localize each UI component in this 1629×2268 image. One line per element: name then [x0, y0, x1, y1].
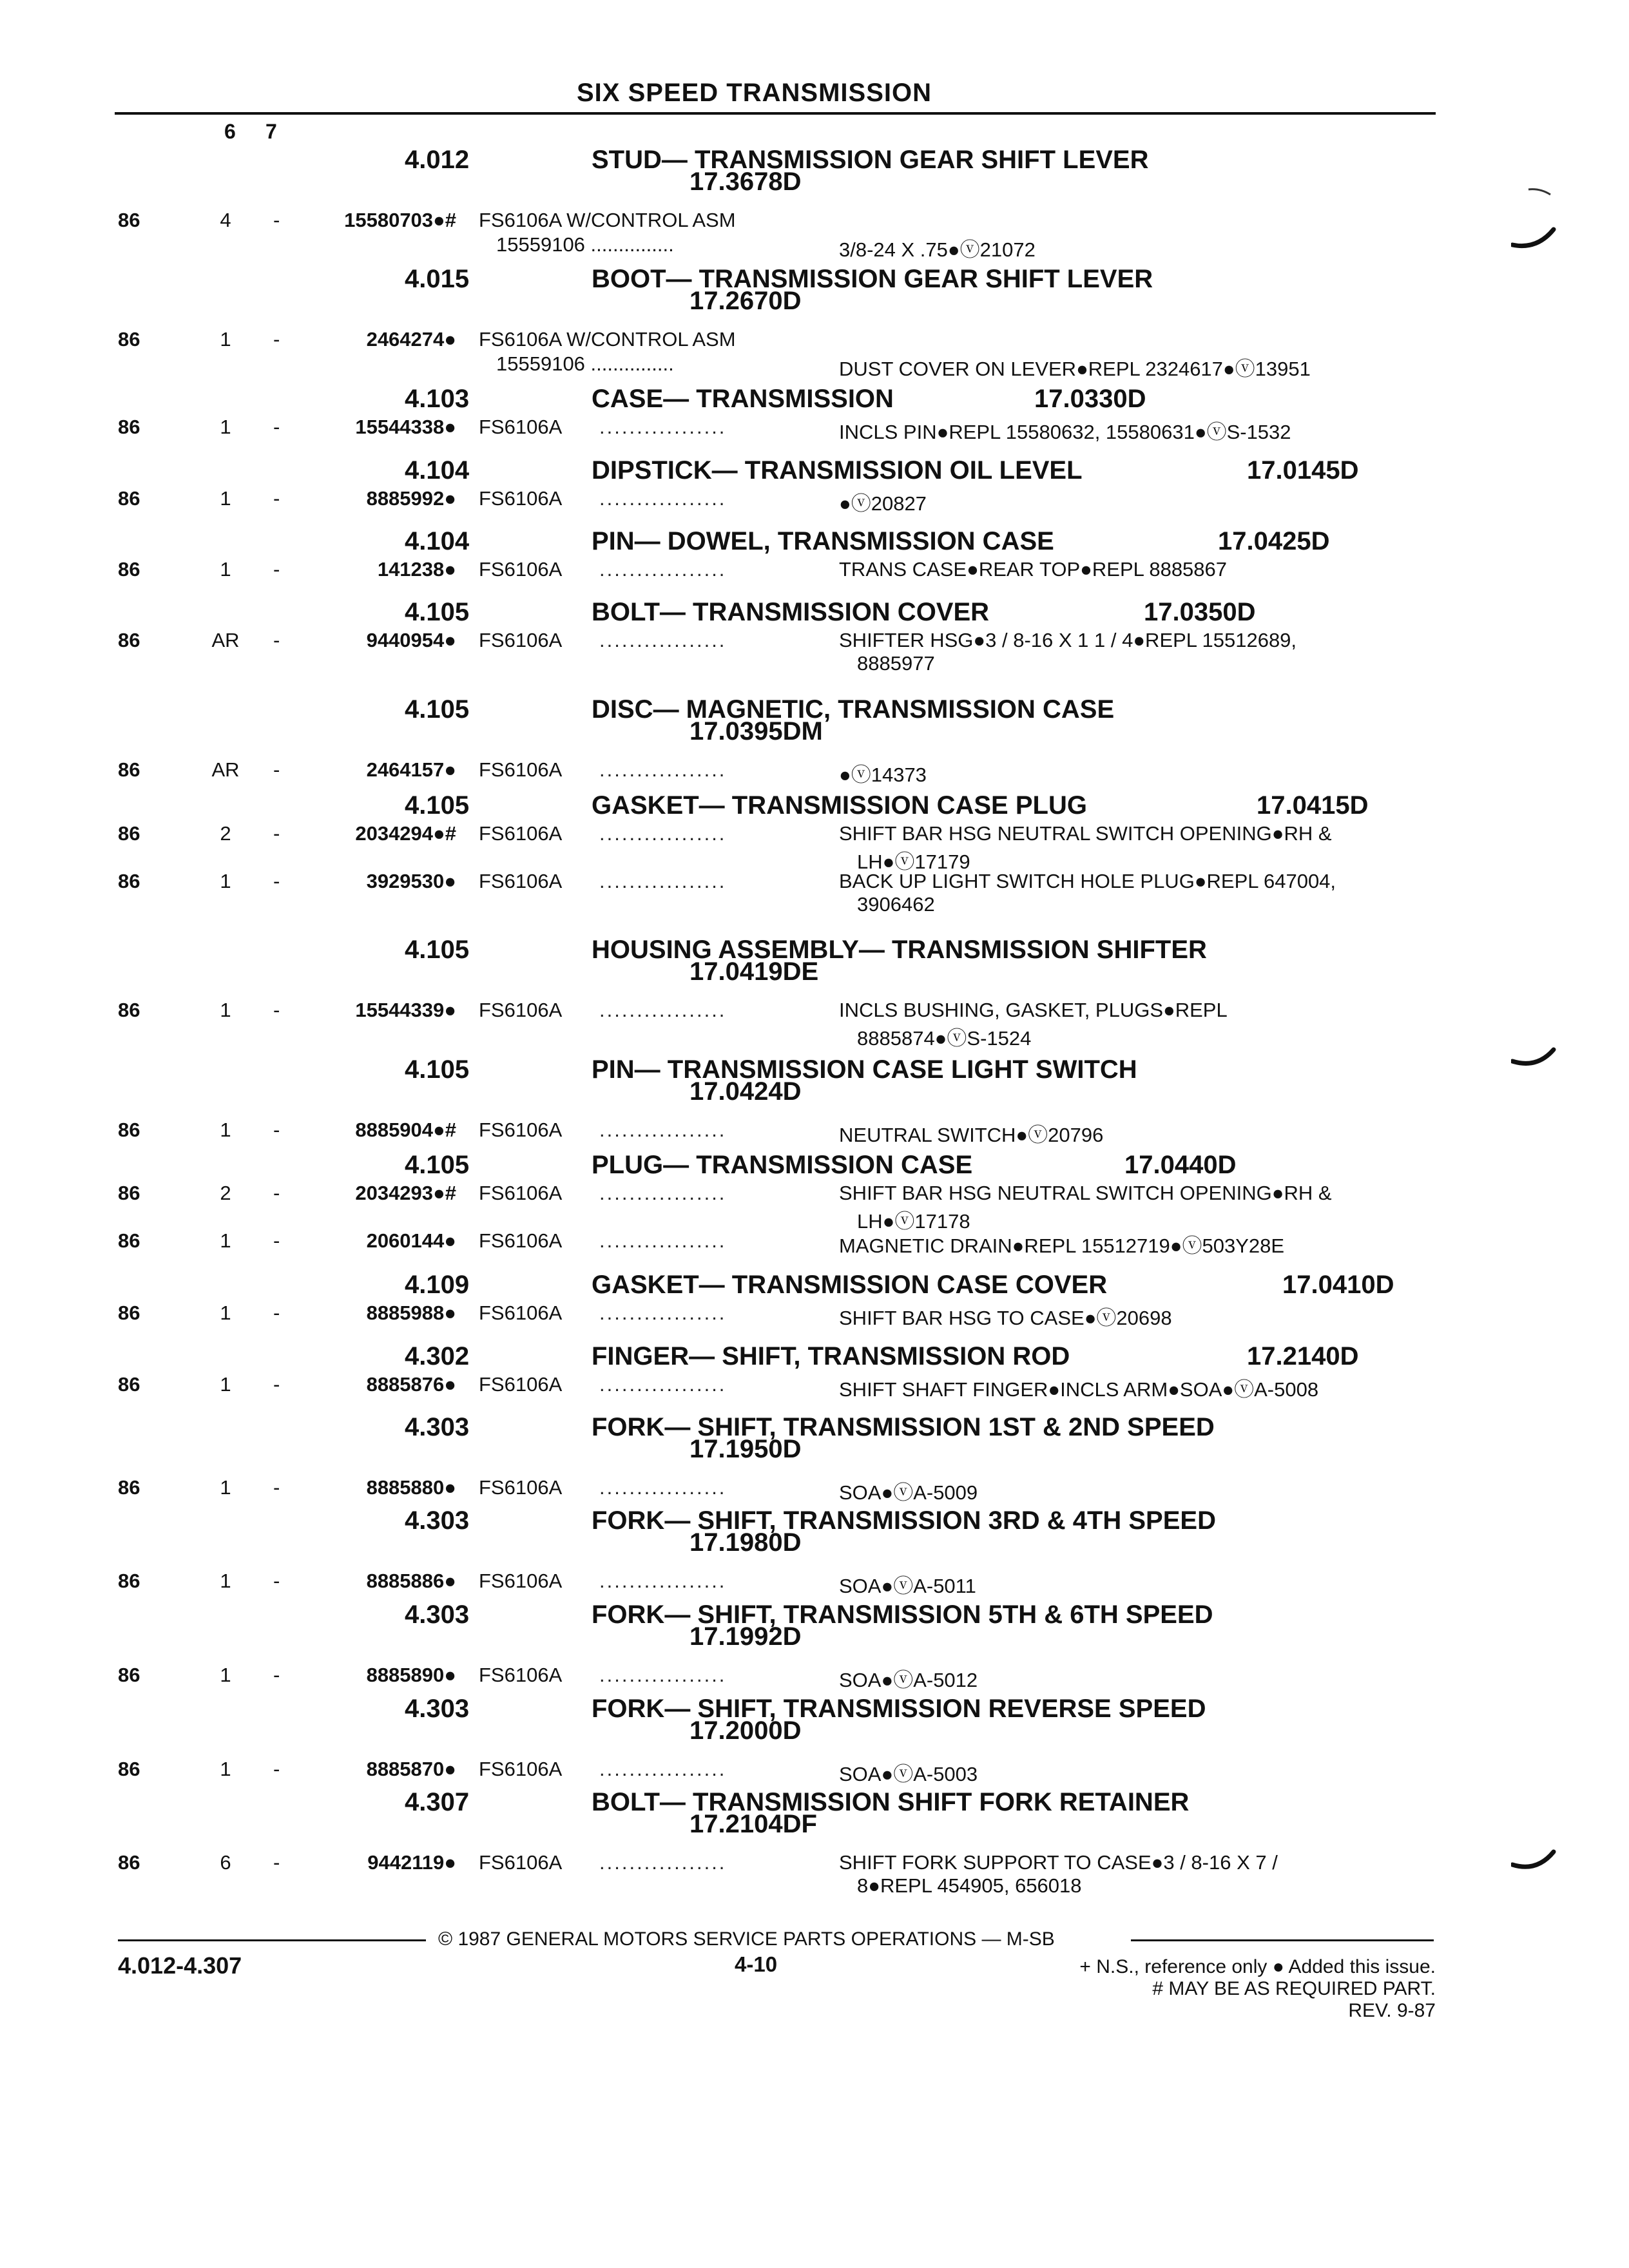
section-number: 4.109 — [405, 1271, 470, 1299]
section-title: DIPSTICK— TRANSMISSION OIL LEVEL — [592, 456, 1083, 485]
description: TRANS CASE●REAR TOP●REPL 8885867 — [839, 558, 1228, 581]
part-number: 2034294●# — [355, 822, 456, 845]
section-code: 17.0425D — [1218, 527, 1330, 555]
description: ●ⓥ20827 — [839, 492, 927, 515]
leader-dots: ................. — [599, 1119, 727, 1141]
model-year: 86 — [118, 416, 140, 438]
separator: - — [273, 758, 280, 781]
part-number: 141238● — [377, 558, 456, 581]
description: MAGNETIC DRAIN●REPL 15512719●ⓥ503Y28E — [839, 1235, 1285, 1257]
leader-dots: ................. — [599, 999, 727, 1021]
quantity: 1 — [220, 870, 231, 892]
leader-dots: ................. — [599, 1758, 727, 1780]
section-title: FORK— SHIFT, TRANSMISSION 3RD & 4TH SPEED — [592, 1506, 1216, 1535]
description: INCLS BUSHING, GASKET, PLUGS●REPL — [839, 999, 1228, 1021]
model-code: FS6106A — [479, 416, 563, 438]
quantity: AR — [211, 758, 240, 781]
binding-mark-1 — [1511, 226, 1556, 251]
section-code: 17.0424D — [689, 1077, 802, 1106]
leader-dots: ................. — [599, 1851, 727, 1874]
leader-dots: ................. — [599, 1182, 727, 1204]
section-number: 4.105 — [405, 936, 470, 964]
section-title: PLUG— TRANSMISSION CASE — [592, 1151, 973, 1179]
description: ●ⓥ14373 — [839, 764, 927, 786]
part-number: 2464274● — [366, 328, 456, 351]
section-code: 17.0330D — [1034, 385, 1146, 413]
quantity: 1 — [220, 1229, 231, 1252]
description: SOA●ⓥA-5012 — [839, 1669, 978, 1691]
model-year: 86 — [118, 1119, 140, 1141]
leader-dots: ................. — [599, 1664, 727, 1686]
model-code: FS6106A — [479, 629, 563, 651]
footer-rule-left — [118, 1939, 426, 1941]
separator: - — [273, 487, 280, 510]
model-code: FS6106A — [479, 1851, 563, 1874]
section-number: 4.015 — [405, 265, 470, 293]
model-code: FS6106A — [479, 1570, 563, 1592]
separator: - — [273, 558, 280, 581]
separator: - — [273, 1182, 280, 1204]
footer-note-1: + N.S., reference only ● Added this issue. — [1079, 1956, 1436, 1977]
model-year: 86 — [118, 328, 140, 351]
section-title: HOUSING ASSEMBLY— TRANSMISSION SHIFTER — [592, 936, 1207, 964]
section-code: 17.0145D — [1247, 456, 1359, 485]
model-code: FS6106A — [479, 1229, 563, 1252]
separator: - — [273, 1851, 280, 1874]
model-year: 86 — [118, 758, 140, 781]
quantity: 1 — [220, 558, 231, 581]
leader-dots: ................. — [599, 1373, 727, 1396]
part-number: 2034293●# — [355, 1182, 456, 1204]
section-number: 4.012 — [405, 146, 470, 174]
section-number: 4.105 — [405, 1151, 470, 1179]
sub-part-number: 15559106 ............... — [496, 233, 674, 256]
quantity: 1 — [220, 1302, 231, 1324]
leader-dots: ................. — [599, 870, 727, 892]
section-number: 4.104 — [405, 527, 470, 555]
description: SOA●ⓥA-5003 — [839, 1763, 978, 1785]
description: INCLS PIN●REPL 15580632, 15580631●ⓥS-1532 — [839, 421, 1291, 443]
separator: - — [273, 1664, 280, 1686]
section-number: 4.105 — [405, 1055, 470, 1084]
footer-note-2: # MAY BE AS REQUIRED PART. — [1152, 1978, 1436, 1999]
model-code: FS6106A — [479, 487, 563, 510]
leader-dots: ................. — [599, 487, 727, 510]
description: SHIFT SHAFT FINGER●INCLS ARM●SOA●ⓥA-5008 — [839, 1378, 1319, 1401]
section-title: GASKET— TRANSMISSION CASE COVER — [592, 1271, 1108, 1299]
model-year: 86 — [118, 1182, 140, 1204]
separator: - — [273, 1229, 280, 1252]
section-number: 4.104 — [405, 456, 470, 485]
page-title: SIX SPEED TRANSMISSION — [577, 79, 932, 107]
model-code: FS6106A — [479, 1476, 563, 1499]
separator: - — [273, 209, 280, 231]
section-title: FINGER— SHIFT, TRANSMISSION ROD — [592, 1342, 1070, 1370]
column-head-7: 7 — [265, 120, 277, 143]
section-number: 4.105 — [405, 695, 470, 724]
part-number: 8885886● — [366, 1570, 456, 1592]
quantity: 1 — [220, 1373, 231, 1396]
part-number: 8885890● — [366, 1664, 456, 1686]
part-number: 8885904●# — [355, 1119, 456, 1141]
quantity: 1 — [220, 487, 231, 510]
model-year: 86 — [118, 1851, 140, 1874]
model-code: FS6106A — [479, 558, 563, 581]
binding-tick — [1527, 186, 1553, 198]
description: SHIFT BAR HSG NEUTRAL SWITCH OPENING●RH & — [839, 822, 1332, 845]
part-number: 8885870● — [366, 1758, 456, 1780]
footer-note-3: REV. 9-87 — [1348, 2000, 1436, 2021]
part-number: 15544339● — [355, 999, 456, 1021]
section-code: 17.0415D — [1257, 791, 1369, 820]
quantity: 1 — [220, 999, 231, 1021]
quantity: 1 — [220, 1119, 231, 1141]
separator: - — [273, 999, 280, 1021]
model-code: FS6106A W/CONTROL ASM — [479, 328, 736, 351]
model-code: FS6106A — [479, 870, 563, 892]
section-code: 17.1980D — [689, 1528, 802, 1557]
model-year: 86 — [118, 1302, 140, 1324]
section-number: 4.307 — [405, 1788, 470, 1816]
leader-dots: ................. — [599, 1570, 727, 1592]
model-year: 86 — [118, 870, 140, 892]
section-title: FORK— SHIFT, TRANSMISSION 1ST & 2ND SPEED — [592, 1413, 1215, 1441]
section-number: 4.303 — [405, 1506, 470, 1535]
description: NEUTRAL SWITCH●ⓥ20796 — [839, 1124, 1104, 1146]
column-head-6: 6 — [224, 120, 236, 143]
quantity: 4 — [220, 209, 231, 231]
part-number: 15580703●# — [344, 209, 456, 231]
section-code: 17.1992D — [689, 1622, 802, 1651]
description: SOA●ⓥA-5011 — [839, 1575, 976, 1597]
separator: - — [273, 1758, 280, 1780]
description: SHIFT BAR HSG TO CASE●ⓥ20698 — [839, 1307, 1172, 1329]
section-number: 4.103 — [405, 385, 470, 413]
model-code: FS6106A W/CONTROL ASM — [479, 209, 736, 231]
section-title: STUD— TRANSMISSION GEAR SHIFT LEVER — [592, 146, 1149, 174]
footer-range: 4.012-4.307 — [118, 1952, 242, 1979]
model-year: 86 — [118, 558, 140, 581]
model-code: FS6106A — [479, 1182, 563, 1204]
model-year: 86 — [118, 1476, 140, 1499]
model-year: 86 — [118, 629, 140, 651]
section-title: FORK— SHIFT, TRANSMISSION 5TH & 6TH SPEED — [592, 1600, 1213, 1629]
model-code: FS6106A — [479, 1373, 563, 1396]
separator: - — [273, 1476, 280, 1499]
description: SHIFT FORK SUPPORT TO CASE●3 / 8-16 X 7 / — [839, 1851, 1278, 1874]
binding-mark-2 — [1511, 1047, 1556, 1073]
model-year: 86 — [118, 1570, 140, 1592]
description-continued: LH●ⓥ17178 — [857, 1210, 970, 1233]
section-title: PIN— DOWEL, TRANSMISSION CASE — [592, 527, 1054, 555]
part-number: 9442119● — [367, 1851, 456, 1874]
part-number: 3929530● — [366, 870, 456, 892]
separator: - — [273, 416, 280, 438]
section-code: 17.0350D — [1144, 598, 1256, 626]
description: DUST COVER ON LEVER●REPL 2324617●ⓥ13951 — [839, 358, 1311, 380]
footer-page-number: 4-10 — [735, 1952, 778, 1976]
quantity: 1 — [220, 1664, 231, 1686]
model-year: 86 — [118, 487, 140, 510]
section-title: GASKET— TRANSMISSION CASE PLUG — [592, 791, 1087, 820]
leader-dots: ................. — [599, 1229, 727, 1252]
quantity: AR — [211, 629, 240, 651]
model-year: 86 — [118, 1373, 140, 1396]
leader-dots: ................. — [599, 758, 727, 781]
quantity: 1 — [220, 1570, 231, 1592]
model-code: FS6106A — [479, 822, 563, 845]
section-code: 17.2670D — [689, 287, 802, 315]
part-number: 2464157● — [366, 758, 456, 781]
separator: - — [273, 629, 280, 651]
section-code: 17.3678D — [689, 168, 802, 196]
section-number: 4.303 — [405, 1695, 470, 1723]
section-number: 4.105 — [405, 791, 470, 820]
quantity: 1 — [220, 328, 231, 351]
model-code: FS6106A — [479, 758, 563, 781]
separator: - — [273, 328, 280, 351]
section-number: 4.303 — [405, 1413, 470, 1441]
quantity: 2 — [220, 822, 231, 845]
leader-dots: ................. — [599, 629, 727, 651]
leader-dots: ................. — [599, 558, 727, 581]
model-year: 86 — [118, 1229, 140, 1252]
separator: - — [273, 870, 280, 892]
section-title: FORK— SHIFT, TRANSMISSION REVERSE SPEED — [592, 1695, 1206, 1723]
model-code: FS6106A — [479, 1758, 563, 1780]
section-code: 17.0395DM — [689, 717, 823, 745]
separator: - — [273, 1302, 280, 1324]
part-number: 2060144● — [366, 1229, 456, 1252]
description: SHIFTER HSG●3 / 8-16 X 1 1 / 4●REPL 15512689, — [839, 629, 1297, 651]
section-code: 17.2000D — [689, 1716, 802, 1745]
section-code: 17.0419DE — [689, 957, 819, 986]
leader-dots: ................. — [599, 1302, 727, 1324]
part-number: 8885988● — [366, 1302, 456, 1324]
quantity: 1 — [220, 1476, 231, 1499]
part-number: 8885880● — [366, 1476, 456, 1499]
model-code: FS6106A — [479, 1664, 563, 1686]
model-year: 86 — [118, 999, 140, 1021]
model-year: 86 — [118, 1758, 140, 1780]
model-code: FS6106A — [479, 999, 563, 1021]
model-year: 86 — [118, 1664, 140, 1686]
section-title: BOLT— TRANSMISSION SHIFT FORK RETAINER — [592, 1788, 1190, 1816]
description-continued: 8●REPL 454905, 656018 — [857, 1874, 1082, 1897]
section-title: CASE— TRANSMISSION — [592, 385, 894, 413]
model-year: 86 — [118, 822, 140, 845]
model-year: 86 — [118, 209, 140, 231]
model-code: FS6106A — [479, 1302, 563, 1324]
section-code: 17.0440D — [1124, 1151, 1237, 1179]
leader-dots: ................. — [599, 822, 727, 845]
part-number: 15544338● — [355, 416, 456, 438]
section-title: DISC— MAGNETIC, TRANSMISSION CASE — [592, 695, 1115, 724]
footer-rule-right — [1131, 1939, 1434, 1941]
description-continued: LH●ⓥ17179 — [857, 850, 970, 873]
quantity: 1 — [220, 1758, 231, 1780]
section-code: 17.0410D — [1282, 1271, 1394, 1299]
binding-mark-3 — [1511, 1849, 1556, 1875]
separator: - — [273, 822, 280, 845]
quantity: 2 — [220, 1182, 231, 1204]
part-number: 8885992● — [366, 487, 456, 510]
footer-copyright: © 1987 GENERAL MOTORS SERVICE PARTS OPERATIONS — M-SB — [438, 1928, 1055, 1950]
description: 3/8-24 X .75●ⓥ21072 — [839, 238, 1036, 261]
part-number: 9440954● — [366, 629, 456, 651]
description-continued: 8885874●ⓥS-1524 — [857, 1027, 1032, 1050]
description-continued: 3906462 — [857, 893, 935, 916]
separator: - — [273, 1119, 280, 1141]
section-number: 4.303 — [405, 1600, 470, 1629]
quantity: 1 — [220, 416, 231, 438]
section-number: 4.302 — [405, 1342, 470, 1370]
section-title: BOLT— TRANSMISSION COVER — [592, 598, 990, 626]
section-title: BOOT— TRANSMISSION GEAR SHIFT LEVER — [592, 265, 1153, 293]
section-code: 17.1950D — [689, 1435, 802, 1463]
quantity: 6 — [220, 1851, 231, 1874]
section-code: 17.2104DF — [689, 1810, 817, 1838]
sub-part-number: 15559106 ............... — [496, 352, 674, 375]
description: SHIFT BAR HSG NEUTRAL SWITCH OPENING●RH & — [839, 1182, 1332, 1204]
leader-dots: ................. — [599, 1476, 727, 1499]
part-number: 8885876● — [366, 1373, 456, 1396]
description-continued: 8885977 — [857, 652, 935, 675]
separator: - — [273, 1373, 280, 1396]
model-code: FS6106A — [479, 1119, 563, 1141]
separator: - — [273, 1570, 280, 1592]
description: SOA●ⓥA-5009 — [839, 1481, 978, 1504]
section-title: PIN— TRANSMISSION CASE LIGHT SWITCH — [592, 1055, 1137, 1084]
section-code: 17.2140D — [1247, 1342, 1359, 1370]
section-number: 4.105 — [405, 598, 470, 626]
leader-dots: ................. — [599, 416, 727, 438]
description: BACK UP LIGHT SWITCH HOLE PLUG●REPL 647004, — [839, 870, 1336, 892]
